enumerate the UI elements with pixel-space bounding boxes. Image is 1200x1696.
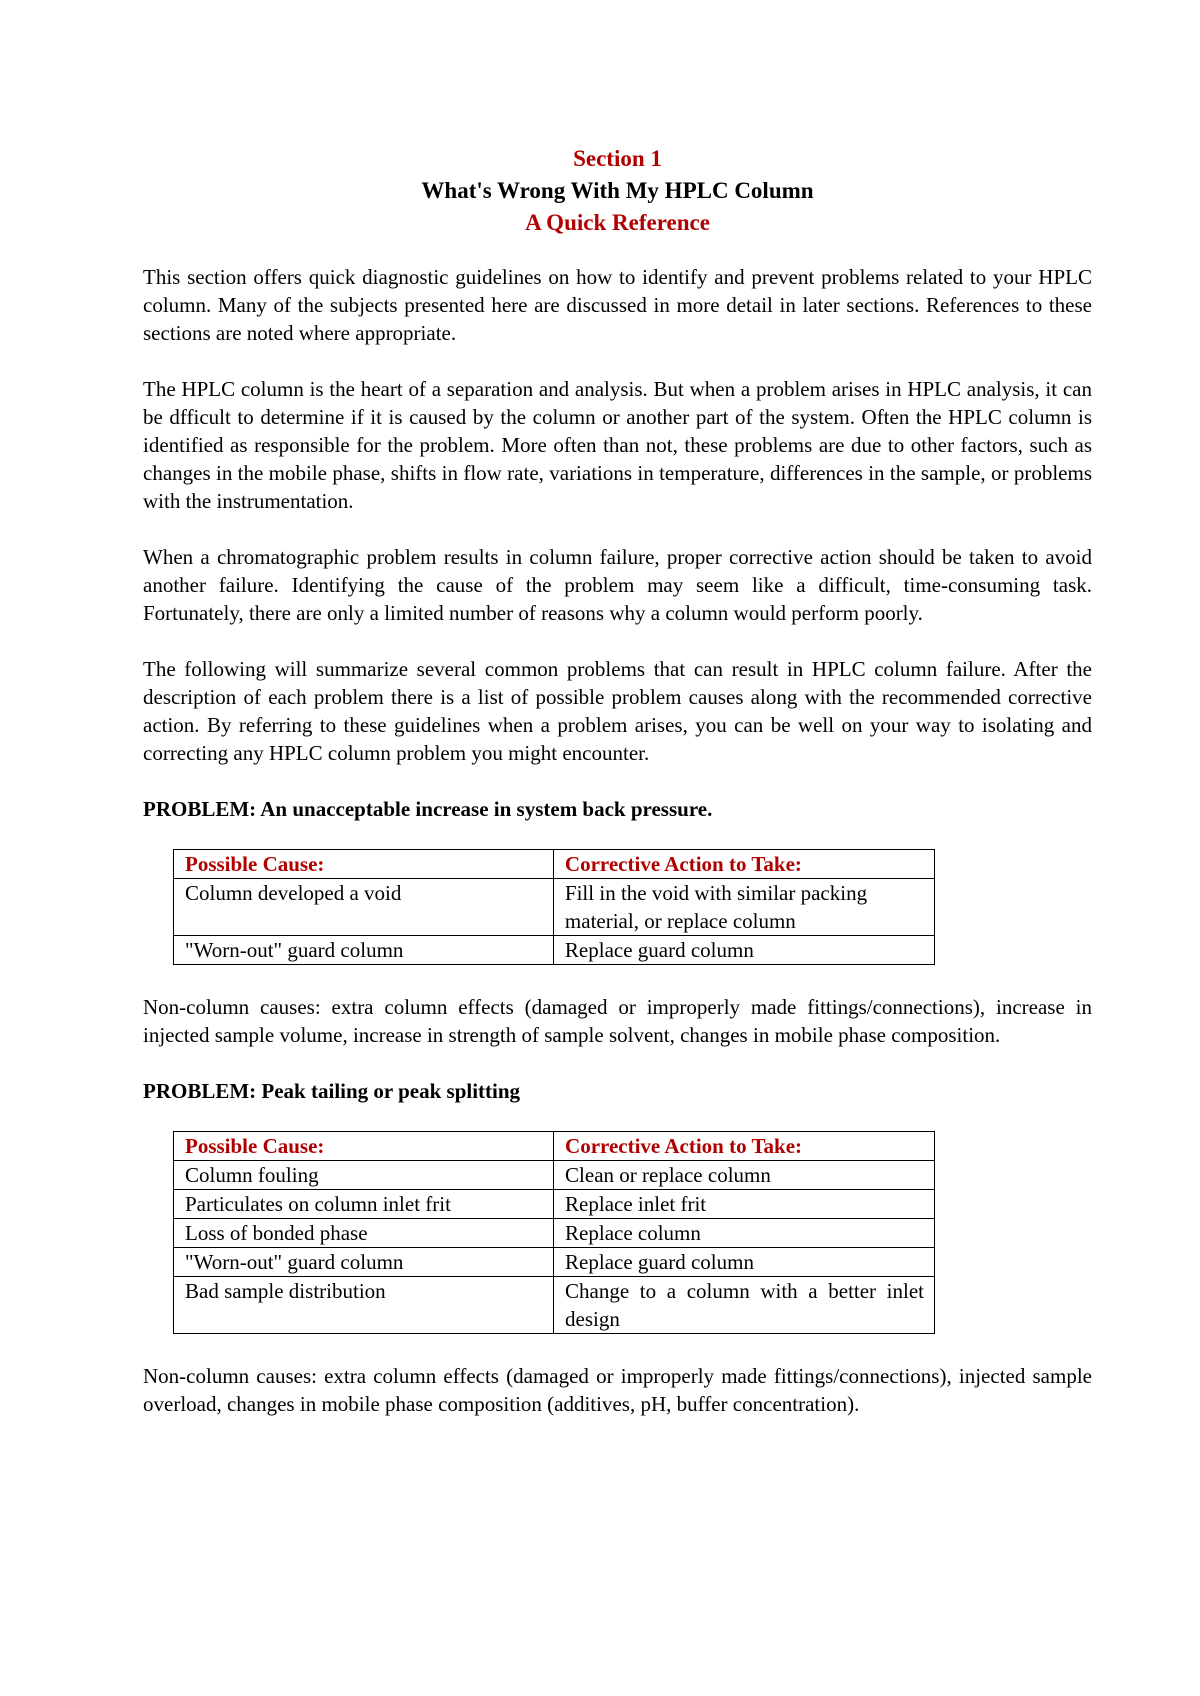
cause-cell: Column fouling bbox=[174, 1161, 554, 1190]
cause-cell: Particulates on column inlet frit bbox=[174, 1190, 554, 1219]
document-subtitle: A Quick Reference bbox=[525, 210, 710, 235]
table-row bbox=[174, 1161, 935, 1190]
intro-paragraph: When a chromatographic problem results in column failure, proper corrective action should be taken to avoid another failure. Identifying the cause of the problem may seem like a difficult, time-consuming task. Fortunately, there are only a limited number of reasons why a column would perform poorly. bbox=[143, 545, 1092, 625]
cause-cell: Loss of bonded phase bbox=[174, 1219, 554, 1248]
action-cell: Replace guard column bbox=[554, 1248, 935, 1277]
table-header-row bbox=[174, 1132, 935, 1161]
table-row bbox=[174, 1190, 935, 1219]
problem-heading: PROBLEM: An unacceptable increase in system back pressure. bbox=[143, 797, 713, 821]
intro-paragraph: This section offers quick diagnostic guidelines on how to identify and prevent problems related to your HPLC column. Many of the subjects presented here are discussed in more detail in later sections. References to these sections are noted where appropriate. bbox=[143, 265, 1092, 345]
table-row bbox=[174, 1219, 935, 1248]
cause-cell: Column developed a void bbox=[174, 879, 554, 936]
table-row bbox=[174, 1277, 935, 1334]
table-header-row bbox=[174, 850, 935, 879]
action-cell: Fill in the void with similar packing material, or replace column bbox=[553, 879, 934, 936]
document-header bbox=[143, 143, 1092, 239]
table-row bbox=[174, 1248, 935, 1277]
action-cell: Clean or replace column bbox=[554, 1161, 935, 1190]
non-column-causes: Non-column causes: extra column effects (damaged or improperly made fittings/connections), injected sample overload, changes in mobile phase composition (additives, pH, buffer concentration). bbox=[143, 1364, 1092, 1416]
cause-cell: Bad sample distribution bbox=[174, 1277, 554, 1334]
problem-heading: PROBLEM: Peak tailing or peak splitting bbox=[143, 1079, 521, 1103]
cause-cell: "Worn-out" guard column bbox=[174, 1248, 554, 1277]
section-number: Section 1 bbox=[573, 146, 662, 171]
cause-action-table bbox=[173, 1131, 935, 1334]
action-cell: Change to a column with a better inlet design bbox=[554, 1277, 935, 1334]
intro-paragraph: The following will summarize several common problems that can result in HPLC column failure. After the description of each problem there is a list of possible problem causes along with the recommended corrective action. By referring to these guidelines when a problem arises, you can be well on your way to isolating and correcting any HPLC column problem you might encounter. bbox=[143, 657, 1092, 765]
document-title: What's Wrong With My HPLC Column bbox=[421, 178, 814, 203]
header-corrective-action: Corrective Action to Take: bbox=[553, 850, 934, 879]
table-row bbox=[174, 936, 935, 965]
action-cell: Replace inlet frit bbox=[554, 1190, 935, 1219]
action-cell: Replace column bbox=[554, 1219, 935, 1248]
header-corrective-action: Corrective Action to Take: bbox=[554, 1132, 935, 1161]
table-row bbox=[174, 879, 935, 936]
non-column-causes: Non-column causes: extra column effects (damaged or improperly made fittings/connections), increase in injected sample volume, increase in strength of sample solvent, changes in mobile phase composition. bbox=[143, 995, 1092, 1047]
action-cell: Replace guard column bbox=[553, 936, 934, 965]
cause-cell: "Worn-out" guard column bbox=[174, 936, 554, 965]
cause-action-table bbox=[173, 849, 935, 965]
header-possible-cause: Possible Cause: bbox=[174, 1132, 554, 1161]
header-possible-cause: Possible Cause: bbox=[174, 850, 554, 879]
intro-paragraph: The HPLC column is the heart of a separation and analysis. But when a problem arises in HPLC analysis, it can be dfficult to determine if it is caused by the column or another part of the system. Often the HPLC column is identified as responsible for the problem. More often than not, these problems are due to other factors, such as changes in the mobile phase, shifts in flow rate, variations in temperature, differences in the sample, or problems with the instrumentation. bbox=[143, 377, 1092, 513]
